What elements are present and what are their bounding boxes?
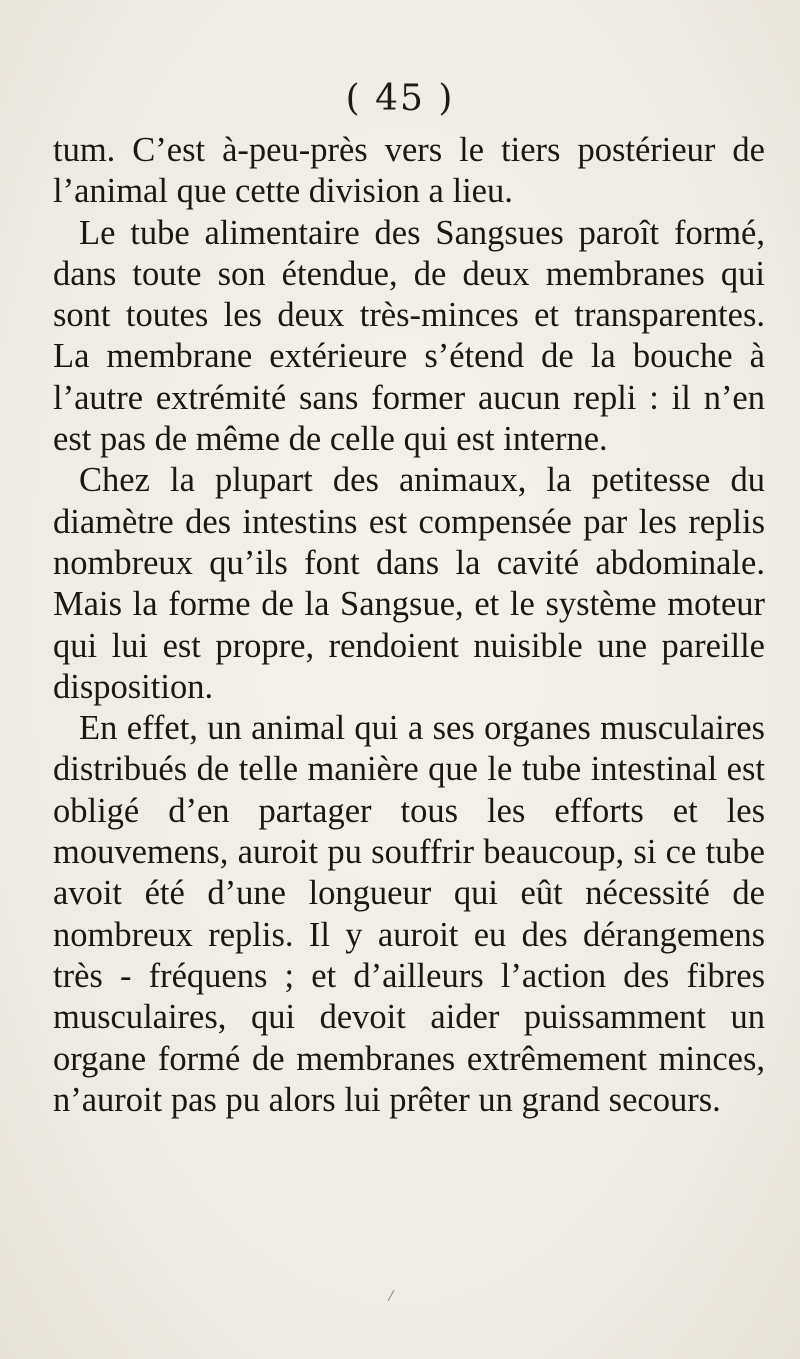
- stray-ink-mark: [388, 1290, 395, 1301]
- paragraph-1: tum. C’est à-peu-près vers le tiers postérieur de l’animal que cette division a lieu.: [53, 131, 765, 211]
- paragraph-2: Le tube alimentaire des Sangsues paroît formé, dans toute son étendue, de deux membranes qui sont toutes les deux très-minces et transparentes. La membrane extérieure s’étend de la bouche à l’autre extrémité sans former aucun repli : il n’en est pas de même de celle qui est interne.: [53, 213, 765, 459]
- page-number: ( 45 ): [345, 78, 455, 119]
- paragraph-4: En effet, un animal qui a ses organes musculaires distribués de telle manière que le tube intestinal est obligé d’en partager tous les efforts et les mouvemens, auroit pu souffrir beaucoup, si ce tube avoit été d’une longueur qui eût nécessité de nombreux replis. Il y auroit eu des dérangemens très - fréquens ; et d’ailleurs l’action des fibres musculaires, qui devoit aider puissamment un organe formé de membranes extrêmement minces, n’auroit pas pu alors lui prêter un grand secours.: [53, 709, 765, 1119]
- paragraph-3: Chez la plupart des animaux, la petitesse du diamètre des intestins est compensée par les replis nombreux qu’ils font dans la cavité abdominale. Mais la forme de la Sangsue, et le système moteur qui lui est propre, rendoient nuisible une pareille disposition.: [53, 461, 765, 706]
- body-text: [53, 130, 765, 1121]
